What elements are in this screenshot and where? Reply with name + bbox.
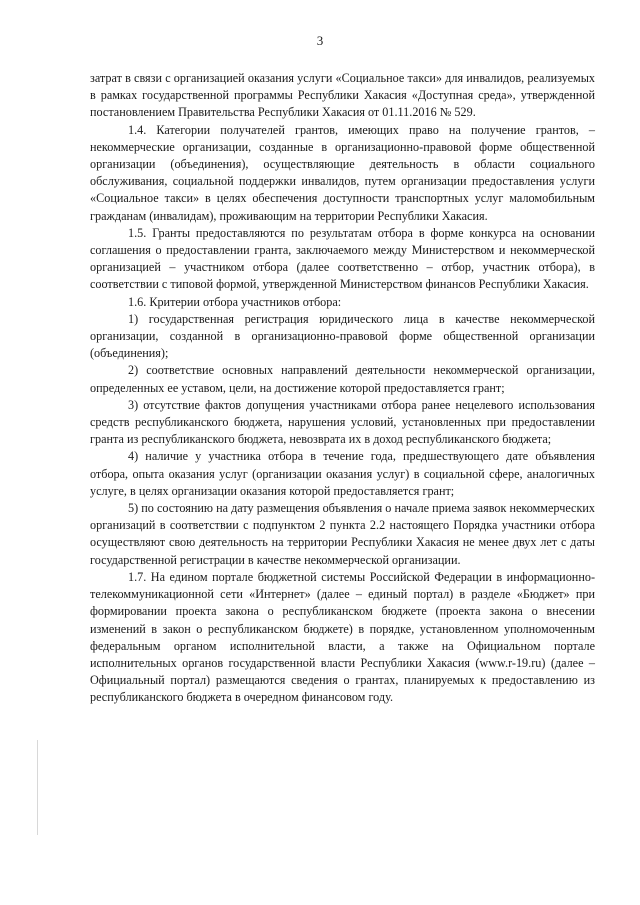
document-body	[90, 70, 595, 707]
criterion-5: 5) по состоянию на дату размещения объявления о начале приема заявок некоммерческих организаций в соответствии с подпунктом 2 пункта 2.2 настоящего Порядка участники отбора осуществляют свою деятельность на территории Республики Хакасия не менее двух лет с даты государственной регистрации в качестве некоммерческой организации.	[90, 501, 595, 567]
paragraph-1-6: 1.6. Критерии отбора участников отбора:	[128, 294, 342, 309]
paragraph-1-4: 1.4. Категории получателей грантов, имеющих право на получение грантов, – некоммерческие организации, созданные в организационно-правовой форме общественной организации (объединения), осуществляющие деятельность в области социального обслуживания, социальной поддержки инвалидов, путем организации предоставления услуги «Социальное такси» в целях обеспечения доступности транспортных услуг маломобильным гражданам (инвалидам), проживающим на территории Республики Хакасия.	[90, 122, 595, 223]
page-number: 3	[316, 33, 324, 48]
criterion-3: 3) отсутствие фактов допущения участниками отбора ранее нецелевого использования средств республиканского бюджета, нарушения условий, установленных при предоставлении гранта из республиканского бюджета, невозврата их в доход республиканского бюджета;	[90, 397, 595, 447]
paragraph-1-5: 1.5. Гранты предоставляются по результатам отбора в форме конкурса на основании соглашения о предоставлении гранта, заключаемого между Министерством и некоммерческой организацией – участником отбора (далее соответственно – отбор, участник отбора), в соответствии с типовой формой, утвержденной Министерством финансов Республики Хакасия.	[90, 225, 595, 292]
criterion-1: 1) государственная регистрация юридического лица в качестве некоммерческой организации, созданной в организационно-правовой форме общественной организации (объединения);	[90, 311, 595, 361]
paragraph-1-7: 1.7. На едином портале бюджетной системы Российской Федерации в информационно-телекоммуникационной сети «Интернет» (далее – единый портал) в разделе «Бюджет» при формировании проекта закона о республиканском бюджете (проекта закона о внесении изменений в закон о республиканском бюджете) в порядке, установленном уполномоченным федеральным органом исполнительной власти, а также на Официальном портале исполнительных органов государственной власти Республики Хакасия (www.r-19.ru) (далее – Официальный портал) размещаются сведения о грантах, планируемых к предоставлению из республиканского бюджета в очередном финансовом году.	[90, 569, 595, 705]
paragraph-continuation: затрат в связи с организацией оказания услуги «Социальное такси» для инвалидов, реализуемых в рамках государственной программы Республики Хакасия «Доступная среда», утвержденной постановлением Правительства Республики Хакасия от 01.11.2016 № 529.	[90, 71, 595, 120]
scan-margin-mark	[37, 740, 38, 835]
criterion-2: 2) соответствие основных направлений деятельности некоммерческой организации, определенных ее уставом, цели, на достижение которой предоставляется грант;	[90, 363, 595, 395]
criterion-4: 4) наличие у участника отбора в течение года, предшествующего дате объявления отбора, опыта оказания услуг (организации оказания услуг) в социальной сфере, аналогичных услуге, в целях организации оказания которой предоставляется грант;	[90, 449, 595, 498]
